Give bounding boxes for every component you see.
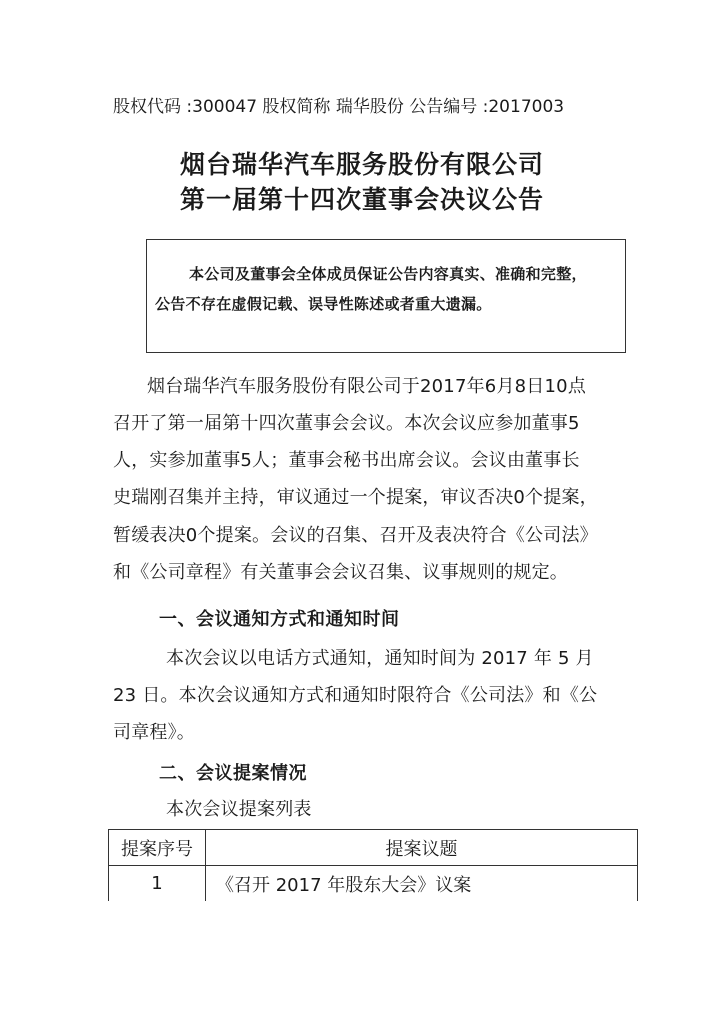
intro-paragraph-line: 和《公司章程》有关董事会会议召集、议事规则的规定。 (113, 562, 568, 583)
document-title-meeting: 第一届第十四次董事会决议公告 (179, 185, 544, 214)
section-heading-proposals: 二、会议提案情况 (159, 763, 307, 784)
section1-paragraph-line: 本次会议以电话方式通知，通知时间为 2017 年 5 月 (166, 648, 594, 669)
section-heading-notification: 一、会议通知方式和通知时间 (159, 609, 400, 630)
announcement-header: 股权代码 :300047 股权简称 瑞华股份 公告编号 :2017003 (113, 97, 565, 117)
table-caption: 本次会议提案列表 (166, 799, 312, 820)
column-header-proposal-number: 提案序号 (109, 830, 206, 866)
proposal-number-cell: 1 (109, 866, 206, 902)
disclaimer-box (146, 239, 626, 353)
table-row (109, 866, 638, 902)
disclaimer-line-1: 本公司及董事会全体成员保证公告内容真实、准确和完整， (189, 265, 587, 283)
intro-paragraph-line: 人，实参加董事5人；董事会秘书出席会议。会议由董事长 (113, 450, 580, 471)
table-header-row (109, 830, 638, 866)
intro-paragraph-line: 召开了第一届第十四次董事会会议。本次会议应参加董事5 (113, 413, 580, 434)
document-title-company: 烟台瑞华汽车服务股份有限公司 (179, 150, 544, 179)
section1-paragraph-line: 司章程》。 (113, 722, 195, 743)
intro-paragraph-line: 烟台瑞华汽车服务股份有限公司于2017年6月8日10点 (147, 376, 587, 397)
section1-paragraph-line: 23 日。本次会议通知方式和通知时限符合《公司法》和《公 (113, 685, 598, 706)
disclaimer-line-2: 公告不存在虚假记载、误导性陈述或者重大遗漏。 (155, 295, 492, 313)
proposal-topic-cell: 《召开 2017 年股东大会》议案 (206, 866, 638, 902)
intro-paragraph-line: 暂缓表决0个提案。会议的召集、召开及表决符合《公司法》 (113, 525, 598, 546)
column-header-proposal-topic: 提案议题 (206, 830, 638, 866)
proposal-table (108, 829, 638, 901)
intro-paragraph-line: 史瑞刚召集并主持，审议通过一个提案，审议否决0个提案， (113, 487, 598, 508)
